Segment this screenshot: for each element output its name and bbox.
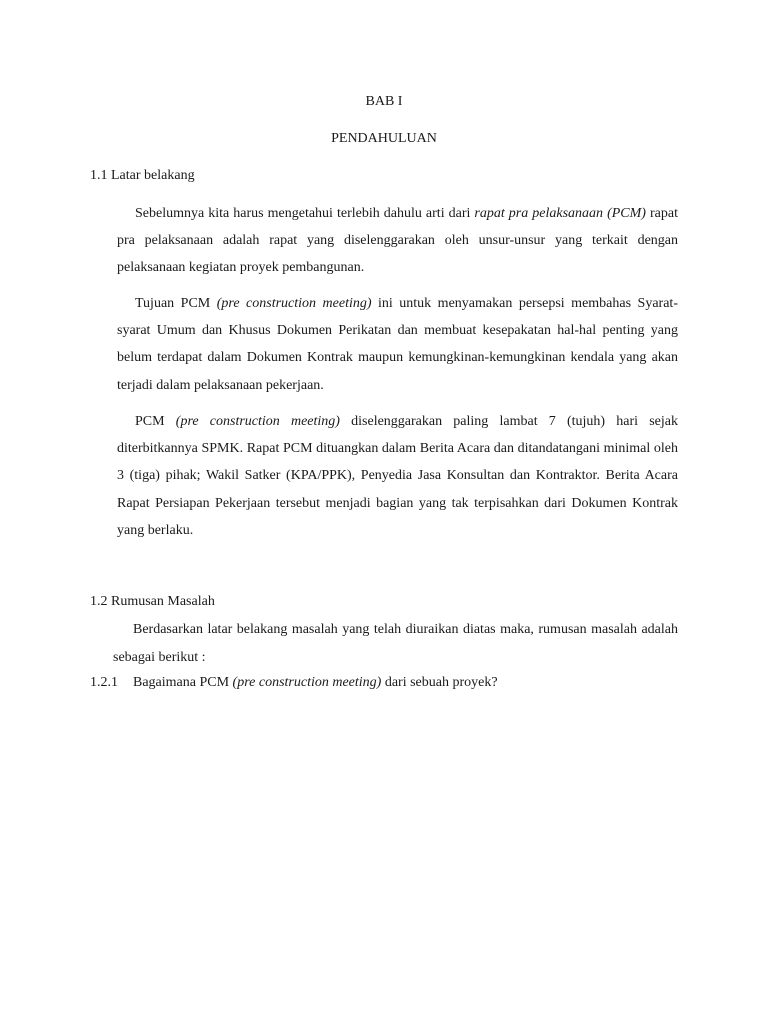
paragraph-text: Tujuan PCM	[135, 296, 217, 311]
italic-term: (pre construction meeting)	[175, 414, 340, 429]
item-text: Bagaimana PCM	[133, 675, 233, 690]
paragraph-text: PCM	[135, 414, 176, 429]
paragraph-problem-intro: Berdasarkan latar belakang masalah yang telah diuraikan diatas maka, rumusan masalah adalah sebagai berikut :	[113, 622, 678, 665]
paragraph-text: rapat pra pelaksanaan adalah rapat yang diselenggarakan oleh unsur-unsur yang terkait dengan pelaksanaan kegiatan proyek pembangunan.	[117, 206, 678, 276]
item-number: 1.2.1	[90, 675, 118, 690]
section-heading-rumusan-masalah: 1.2 Rumusan Masalah	[90, 594, 215, 609]
chapter-title: PENDAHULUAN	[331, 131, 437, 146]
italic-term: rapat pra pelaksanaan (PCM)	[474, 206, 646, 221]
italic-term: (pre construction meeting)	[216, 296, 372, 311]
chapter-label: BAB I	[365, 94, 403, 109]
paragraph-text: diselenggarakan paling lambat 7 (tujuh) hari sejak diterbitkannya SPMK. Rapat PCM dituangkan dalam Berita Acara dan ditandatangani minimal oleh 3 (tiga) pihak; Wakil Satker (KPA/PPK), Penyedia Jasa Konsultan dan Kontraktor. Berita Acara Rapat Persiapan Pekerjaan tersebut menjadi bagian yang tak terpisahkan dari Dokumen Kontrak yang berlaku.	[117, 414, 679, 538]
paragraph-text: Sebelumnya kita harus mengetahui terlebih dahulu arti dari	[135, 206, 475, 221]
problem-item	[90, 675, 498, 691]
paragraph-purpose	[117, 290, 678, 399]
italic-term: (pre construction meeting)	[232, 675, 382, 690]
item-text: dari sebuah proyek?	[381, 675, 498, 690]
paragraph-schedule	[117, 408, 678, 544]
paragraph-text: ini untuk menyamakan persepsi membahas Syarat-syarat Umum dan Khusus Dokumen Perikatan dan membuat kesepakatan hal-hal penting yang belum terdapat dalam Dokumen Kontrak maupun kemungkinan-kemungkinan kendala yang akan terjadi dalam pelaksanaan pekerjaan.	[117, 296, 678, 393]
paragraph-definition	[117, 200, 678, 282]
section-heading-latar-belakang: 1.1 Latar belakang	[90, 168, 195, 183]
